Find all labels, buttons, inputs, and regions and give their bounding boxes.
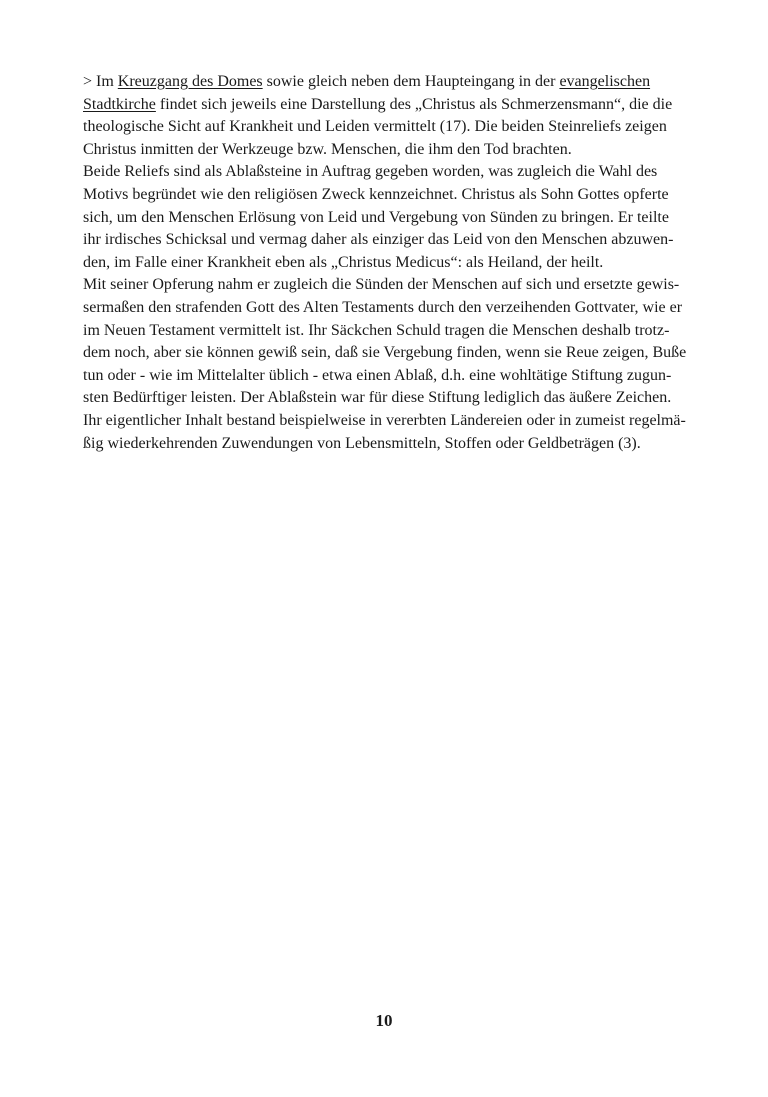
link-evangelischen-stadtkirche[interactable]: Stadtkirche <box>83 95 156 113</box>
text-line: Mit seiner Opferung nahm er zugleich die Sünden der Menschen auf sich und ersetzte gewis- <box>83 276 680 294</box>
text-fragment: sowie gleich neben dem Haupteingang in der <box>262 73 560 90</box>
text-line: ihr irdisches Schicksal und vermag daher als einziger das Leid von den Menschen abzuwen- <box>83 231 674 249</box>
text-line: sermaßen den strafenden Gott des Alten Testaments durch den verzeihenden Gottvater, wie er <box>83 298 683 316</box>
text-line: Christus inmitten der Werkzeuge bzw. Menschen, die ihm den Tod brachten. <box>83 140 572 158</box>
text-line: ßig wiederkehrenden Zuwendungen von Lebensmitteln, Stoffen oder Geldbeträgen (3). <box>83 434 641 452</box>
text-line: Motivs begründet wie den religiösen Zweck kennzeichnet. Christus als Sohn Gottes opferte <box>83 185 669 203</box>
text-line: Ihr eigentlicher Inhalt bestand beispielweise in vererbten Ländereien oder in zumeist regelmä- <box>83 411 686 429</box>
text-line: sich, um den Menschen Erlösung von Leid und Vergebung von Sünden zu bringen. Er teilte <box>83 208 669 226</box>
text-line: Beide Reliefs sind als Ablaßsteine in Auftrag gegeben worden, was zugleich die Wahl des <box>83 163 658 181</box>
text-line: theologische Sicht auf Krankheit und Leiden vermittelt (17). Die beiden Steinreliefs zeigen <box>83 118 667 136</box>
text-fragment: > Im <box>83 73 118 90</box>
body-text <box>83 71 687 455</box>
text-line: tun oder - wie im Mittelalter üblich - etwa einen Ablaß, d.h. eine wohltätige Stiftung zugun- <box>83 366 672 384</box>
text-line: den, im Falle einer Krankheit eben als „Christus Medicus“: als Heiland, der heilt. <box>83 253 604 271</box>
text-fragment: findet sich jeweils eine Darstellung des „Christus als Schmerzensmann“, die die <box>155 95 673 113</box>
page-number: 10 <box>375 1011 393 1030</box>
text-line <box>83 71 683 94</box>
text-line <box>83 94 683 117</box>
link-kreuzgang-des-domes[interactable]: Kreuzgang des Domes <box>117 73 263 90</box>
link-evangelischen-stadtkirche[interactable]: evangelischen <box>559 73 651 90</box>
text-line: sten Bedürftiger leisten. Der Ablaßstein war für diese Stiftung lediglich das äußere Zeichen. <box>83 389 672 407</box>
text-line: dem noch, aber sie können gewiß sein, daß sie Vergebung finden, wenn sie Reue zeigen, Buße <box>83 344 687 362</box>
text-line: im Neuen Testament vermittelt ist. Ihr Säckchen Schuld tragen die Menschen deshalb trotz- <box>83 321 670 339</box>
